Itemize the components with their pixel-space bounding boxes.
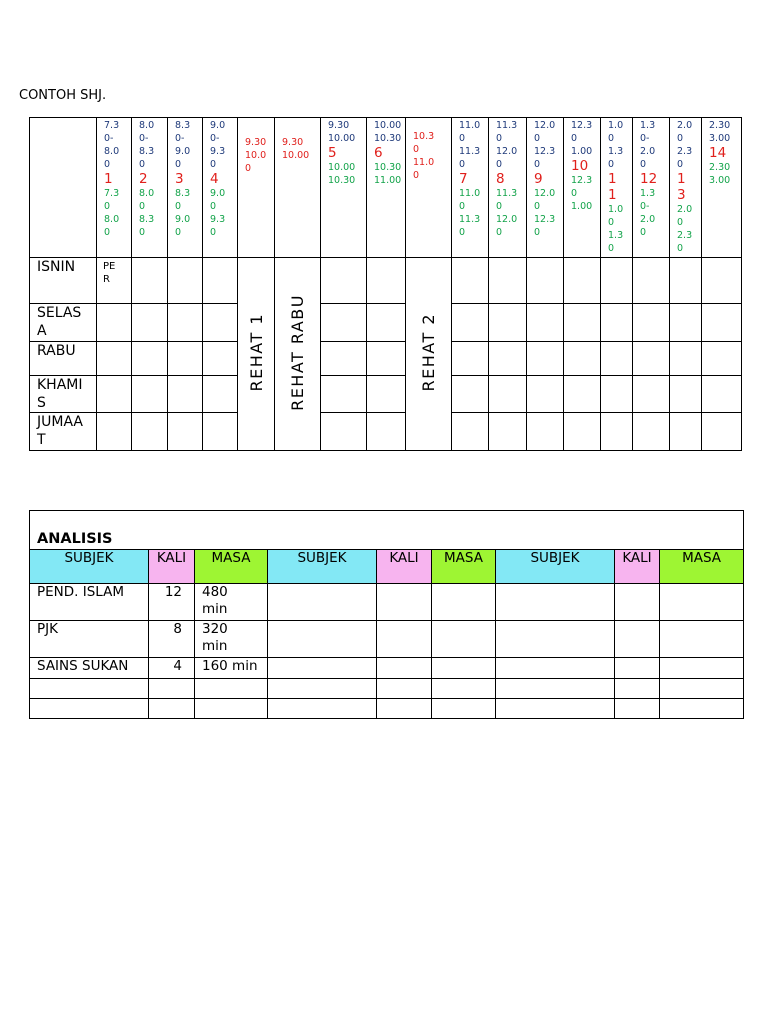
timetable-cell (670, 258, 702, 304)
masa-cell (660, 699, 744, 719)
masa-cell (432, 658, 496, 679)
kali-cell (377, 658, 432, 679)
subjek-cell (268, 699, 377, 719)
timetable-cell (168, 413, 203, 451)
subjek-cell (496, 699, 615, 719)
kali-cell (615, 584, 660, 621)
caption: CONTOH SHJ. (19, 88, 107, 103)
timetable-cell (168, 342, 203, 376)
masa-cell (432, 699, 496, 719)
rehat-rabu-header: 9.30 10.00 (275, 118, 321, 258)
subjek-cell (268, 584, 377, 621)
timetable-cell (489, 342, 527, 376)
rehat2-label: REHAT 2 (419, 312, 438, 392)
timetable-cell (601, 342, 633, 376)
timetable-cell (702, 376, 742, 413)
timetable-cell (132, 413, 168, 451)
timetable-cell (702, 342, 742, 376)
timetable-cell (203, 342, 238, 376)
period-header: 8.3 0- 9.0 0 3 8.3 0 9.0 0 (168, 118, 203, 258)
timetable-cell (489, 258, 527, 304)
masa-cell (195, 679, 268, 699)
timetable-cell (132, 342, 168, 376)
timetable-cell (168, 304, 203, 342)
subjek-cell (268, 658, 377, 679)
masa-cell (660, 679, 744, 699)
subjek-cell: PEND. ISLAM (30, 584, 149, 621)
masa-cell (660, 584, 744, 621)
analisis-title-row (30, 511, 744, 550)
masa-cell (432, 584, 496, 621)
masa-cell: 160 min (195, 658, 268, 679)
period-header: 1.3 0- 2.0 0 12 1.3 0- 2.0 0 (633, 118, 670, 258)
kali-cell (149, 679, 195, 699)
subjek-cell (496, 658, 615, 679)
period-header: 11.0 0 11.3 0 7 11.0 0 11.3 0 (452, 118, 489, 258)
timetable-cell (132, 258, 168, 304)
subjek-cell (30, 699, 149, 719)
day-row-jumaat (30, 413, 742, 451)
kali-cell (377, 584, 432, 621)
masa-cell: 320 min (195, 621, 268, 658)
timetable-cell (527, 342, 564, 376)
timetable-cell (670, 413, 702, 451)
day-row-isnin (30, 258, 742, 304)
masa-cell (660, 658, 744, 679)
timetable-cell (452, 258, 489, 304)
table-row (30, 584, 744, 621)
period-header: 10.00 10.30 6 10.30 11.00 (367, 118, 406, 258)
subjek-cell: PJK (30, 621, 149, 658)
timetable-cell (601, 376, 633, 413)
kali-cell (377, 621, 432, 658)
analisis-table (29, 510, 744, 719)
timetable-cell (633, 304, 670, 342)
period-header: 7.3 0- 8.0 0 1 7.3 0 8.0 0 (97, 118, 132, 258)
timetable-cell (321, 376, 367, 413)
period-header: 9.30 10.00 5 10.00 10.30 (321, 118, 367, 258)
timetable-cell (601, 258, 633, 304)
timetable-cell (132, 376, 168, 413)
header-subjek: SUBJEK (268, 550, 377, 584)
timetable-cell (564, 342, 601, 376)
analisis-header-row (30, 550, 744, 584)
kali-cell (615, 658, 660, 679)
kali-cell: 4 (149, 658, 195, 679)
masa-cell (432, 679, 496, 699)
timetable-cell (367, 413, 406, 451)
table-row (30, 621, 744, 658)
rehat-rabu-cell (275, 258, 321, 451)
period-header: 8.0 0- 8.3 0 2 8.0 0 8.3 0 (132, 118, 168, 258)
kali-cell (377, 699, 432, 719)
period-header: 2.30 3.00 14 2.30 3.00 (702, 118, 742, 258)
timetable-cell (702, 304, 742, 342)
day-row-selasa (30, 304, 742, 342)
timetable-cell (564, 304, 601, 342)
subjek-cell (496, 621, 615, 658)
period-header: 11.3 0 12.0 0 8 11.3 0 12.0 0 (489, 118, 527, 258)
kali-cell: 12 (149, 584, 195, 621)
day-label: JUMAA T (30, 413, 97, 451)
timetable-cell (203, 413, 238, 451)
timetable-cell (367, 258, 406, 304)
timetable-cell (367, 304, 406, 342)
timetable-cell (367, 376, 406, 413)
rehat1-header: 9.30 10.0 0 (238, 118, 275, 258)
day-label: ISNIN (30, 258, 97, 304)
timetable-cell: PE R (97, 258, 132, 304)
header-kali: KALI (615, 550, 660, 584)
header-masa: MASA (432, 550, 496, 584)
timetable-cell (564, 376, 601, 413)
masa-cell (432, 621, 496, 658)
timetable-cell (321, 258, 367, 304)
masa-cell (660, 621, 744, 658)
timetable-cell (132, 304, 168, 342)
timetable-cell (633, 376, 670, 413)
subjek-cell (30, 679, 149, 699)
timetable-cell (489, 376, 527, 413)
timetable (29, 117, 742, 451)
timetable-cell (489, 304, 527, 342)
timetable-cell (321, 304, 367, 342)
timetable-cell (321, 413, 367, 451)
timetable-cell (670, 342, 702, 376)
timetable-cell (564, 413, 601, 451)
kali-cell: 8 (149, 621, 195, 658)
day-label: RABU (30, 342, 97, 376)
timetable-cell (633, 413, 670, 451)
timetable-cell (527, 413, 564, 451)
timetable-cell (168, 258, 203, 304)
header-subjek: SUBJEK (496, 550, 615, 584)
timetable-cell (97, 413, 132, 451)
rehat1-label: REHAT 1 (246, 312, 266, 392)
header-subjek: SUBJEK (30, 550, 149, 584)
timetable-cell (564, 258, 601, 304)
timetable-cell (601, 304, 633, 342)
rehat-rabu-label: REHAT RABU (288, 293, 307, 411)
timetable-cell (633, 258, 670, 304)
period-header: 12.3 0 1.00 10 12.3 0 1.00 (564, 118, 601, 258)
day-label: KHAMI S (30, 376, 97, 413)
header-row (30, 118, 742, 258)
timetable-cell (452, 342, 489, 376)
period-header: 1.0 0 1.3 0 1 1 1.0 0 1.3 0 (601, 118, 633, 258)
subjek-cell (268, 679, 377, 699)
timetable-cell (527, 304, 564, 342)
analisis-title: ANALISIS (30, 511, 744, 550)
masa-cell: 480 min (195, 584, 268, 621)
day-row-khamis (30, 376, 742, 413)
kali-cell (377, 679, 432, 699)
timetable-cell (452, 376, 489, 413)
timetable-cell (670, 376, 702, 413)
table-row (30, 658, 744, 679)
timetable-cell (203, 304, 238, 342)
timetable-cell (702, 413, 742, 451)
subjek-cell (268, 621, 377, 658)
timetable-cell (367, 342, 406, 376)
period-header: 9.0 0- 9.3 0 4 9.0 0 9.3 0 (203, 118, 238, 258)
timetable-cell (702, 258, 742, 304)
day-row-rabu (30, 342, 742, 376)
timetable-cell (670, 304, 702, 342)
kali-cell (149, 699, 195, 719)
subjek-cell (496, 584, 615, 621)
timetable-cell (97, 304, 132, 342)
kali-cell (615, 621, 660, 658)
subjek-cell (496, 679, 615, 699)
header-kali: KALI (377, 550, 432, 584)
timetable-cell (97, 342, 132, 376)
period-header: 2.0 0 2.3 0 1 3 2.0 0 2.3 0 (670, 118, 702, 258)
subjek-cell: SAINS SUKAN (30, 658, 149, 679)
timetable-cell (527, 258, 564, 304)
rehat1-cell (238, 258, 275, 451)
timetable-cell (527, 376, 564, 413)
timetable-cell (452, 413, 489, 451)
timetable-cell (633, 342, 670, 376)
period-header: 12.0 0 12.3 0 9 12.0 0 12.3 0 (527, 118, 564, 258)
timetable-cell (97, 376, 132, 413)
kali-cell (615, 699, 660, 719)
timetable-cell (601, 413, 633, 451)
timetable-cell (203, 258, 238, 304)
timetable-cell (452, 304, 489, 342)
header-masa: MASA (195, 550, 268, 584)
timetable-cell (203, 376, 238, 413)
kali-cell (615, 679, 660, 699)
rehat2-header: 10.3 0 11.0 0 (406, 118, 452, 258)
corner-cell (30, 118, 97, 258)
day-label: SELAS A (30, 304, 97, 342)
timetable-cell (168, 376, 203, 413)
timetable-cell (321, 342, 367, 376)
rehat2-cell (406, 258, 452, 451)
table-row (30, 699, 744, 719)
header-masa: MASA (660, 550, 744, 584)
masa-cell (195, 699, 268, 719)
header-kali: KALI (149, 550, 195, 584)
table-row (30, 679, 744, 699)
timetable-cell (489, 413, 527, 451)
